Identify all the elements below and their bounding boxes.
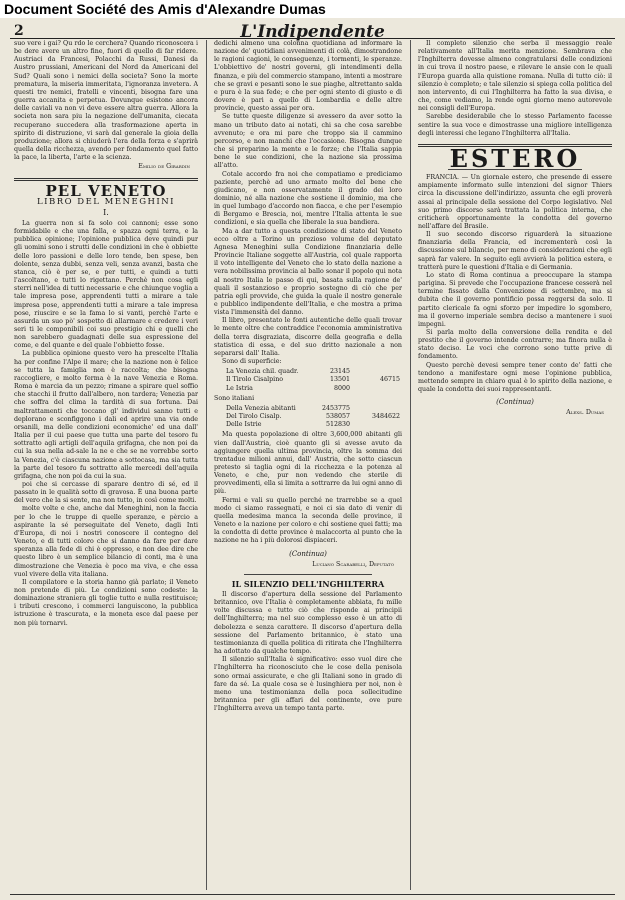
- masthead-title: L'Indipendente: [240, 22, 385, 42]
- article-paragraph: Il silenzio sull'Italia è significativo: esso vuol dire che l'Inghilterra ha riconosciuto che le cose della penisola sono ormai assicurate, e che gli Italiani sono in grado di fare da sé. La quale cosa se è lusinghiera per noi, non è meno una testimonianza della poca sollecitudine britannica per gli affari del continente, ove pure l'Inghilterra aveva un tempo tanta parte.: [214, 656, 402, 713]
- article-paragraph: Cotale accordo fra noi che compatiamo e prediciamo paziente, perchè ad uno armato molto del bene che giudicano, e non osservatamente il grado dei loro dominio, né alla nazione che sostiene il dominio, ma che in quel lumbago d'accordo non fiacca, e che per l'esempio di Bergamo e Brescia, noi, mentre l'Italia attenta le sue condizioni, e sia quella che liberale la sua bandiera.: [214, 170, 402, 227]
- article-paragraph: poi che si cercasse di sparare dentro di sé, ed il passato in le qualità sotto di gravosa. È una buona parte del vero che la si sente, ma non tutto, in così come molti.: [14, 480, 198, 505]
- page-bottom-rule: [10, 894, 615, 895]
- column-divider: [410, 40, 411, 890]
- article-paragraph: Si parla molto della conversione della rendita e del prestito che il governo intende contrarre; ma finora nulla è stato deciso. Le voci che corrono sono tutte prive di fondamento.: [418, 329, 612, 361]
- document-banner: [0, 0, 625, 18]
- article-paragraph: Sono di superficie:: [222, 358, 282, 366]
- article-signature: Emilio de Girardin: [138, 163, 190, 171]
- article-subheading: LIBRO DEL MENEGHINI: [36, 196, 176, 207]
- article-paragraph: Sarebbe desiderabile che lo stesso Parlamento facesse sentire la sua voce e dimostrasse una migliore intelligenza degli interessi che legano l'Inghilterra all'Italia.: [418, 113, 612, 137]
- column-divider: [206, 40, 207, 890]
- article-signature: Alexs. Dumas: [566, 409, 604, 417]
- article-paragraph: molte volte e che, anche dal Meneghini, non la faccia per lo che le truppe di quelle speranze, e pèrcio a aspirante la sé perseguitate del Veneto, dagli Inti d'Europa, di noi i nostri conoscere il contegno del Veneto, e di tutti coloro che si danno da fare per dare speranza alla fede di chi è oppresso, e non dee dire che questo libro è un semplice bilancio di conti, ma è una dimostrazione che Venezia è poco ma viva, e che essa vuol vivere della vita italiana.: [14, 505, 198, 578]
- section-title: IL SILENZIO DELL'INGHILTERRA: [231, 578, 385, 589]
- table-caption: Sono italiani: [214, 394, 255, 402]
- table-row: Del Tirolo Cisalp. 538057 3484622: [226, 413, 400, 421]
- section-number: I.: [103, 207, 109, 217]
- article-paragraph: La pubblica opinione questo vero ha prescelte l'Italia ha per confine l'Alpe il mare; che la nazione non è felice se tutta la famiglia non è raccolta; che bisogna raccogliere, e molto ferma è la nave Venezia e Roma. Roma è marcia da un pezzo; rimane a spirare quel soffio che stacchi il frutto dall'albero, non tardera; Venezia par che soffra del clima la tardità di sua fortuna. Dai maltrattamenti che toccano gl' individui sanno tutti e deplorano e sconfiggono i dali ed aprire una via onde orsanili, ma delle condizioni economiche' ed una dall' Italia per il cui paese que tutta una parte del tesoro fu sottratto agli artigli dell'aquila grifagna, che non poi da cui la sua nella ad-sale la ne e che se ne vorrebbe sorto la Venezia, c'è ciascuna nazione a sottocasa, ma sia tutta la parte del tesoro fu sottratto alle mercedi dell'aquila grifagna, che non poi da cui la sua.: [14, 350, 198, 480]
- article-paragraph: Se tutte queste diligenze si avessero da aver sotto la mano un tributo dato ai notati, chi sa che cosa sarebbe avvenuto; e ora mi pare che troppo sia il cammino percorso, e non manchi che l'occasione. Bisogna dunque che si preparino la mente e le forze; che l'Italia sappia bene le sue condizioni, che la nazione sia prossima all'atto.: [214, 113, 402, 170]
- table-row: Della Venezia abitanti 2453775: [226, 404, 350, 412]
- column-right: [418, 40, 612, 895]
- article-heading: PEL VENETO: [45, 181, 167, 200]
- column-left: [14, 40, 198, 895]
- column-middle: [214, 40, 402, 895]
- masthead-rule: [10, 38, 615, 39]
- section-rule: [14, 178, 198, 181]
- article-paragraph: Il suo secondo discorso riguarderà la situazione finanziaria della Francia, ed incrementerà così la discussione sul bilancio, per meno di considerazioni che egli saprà far valere. In seguito egli avvierà la politica estera, e tratterà pure le questioni d'Italia e di Germania.: [418, 231, 612, 271]
- table-row: Delle Istrie 512830: [226, 421, 350, 429]
- table-row: La Venezia chil. quadr. 23145: [226, 368, 350, 376]
- article-paragraph: suo vere i gai? Qu rdo le cerchera? Quando riconoscera i be dere avere un altro fine, fuori di quello di far ridere. Austriaci da Francesi, Polacchi da Russi, Danesi da Austro prussiani, Americani del Nord da Americani del Sud? Quali sono i nemici della societa? Sono la morte prematura, la miseria immeritata, l'ignoranza invetera. A questi tre nemici, fratelli e vincenti, bisogna fare una guerra accanita e perpetua. Dovunque esistono ancora delle caviali va non vi deve essere altra guerra. Allora la societa non sara piu la negazione dell'umanita, ciecata recuperano succedera alla trasformazione aperta in spirito di distruzione, vi sarà dal generale la gioia della produzione; allora si chiuderà l'era della forza e s'aprirà quella della ricchezza, avendo per fondamento quel fatto la pace, la liberta, l'arte e la scienza.: [14, 40, 198, 162]
- continued-note: (Continua): [496, 398, 534, 407]
- area-table: [226, 368, 402, 392]
- article-paragraph: Ma a dar tutto a questa condizione di stato del Veneto ecco oltre a Torino un prezioso volume del deputato Agnesa Meneghini sulla Condizione finanziaria delle Provincie Italiane soggette all'Austria, col quale rapporta il voto intelligente del Veneto che lo stato della nazione a vera nobilissima provincia al ballo sonar il popolo qui nota al nostro Italia le passo di qui, basata sulla ragione de' quali il sostanzioso e proprio sostegno di ciò che per patria egli provvide, che guida la quale il nostro generale e pubblico indipendente dell'Italia, e che mostra a prima vista l'immensità del danno.: [214, 227, 402, 317]
- article-signature: Luciano Scarabelli, Deputato: [312, 560, 394, 568]
- article-paragraph: Il compilatore e la storia hanno già parlato; il Veneto non pretende di più. Le condizioni sono codeste: la dominazione straniera gli toglie tutto e nulla restituisce; i tributi crescono, i commerci languiscono, la pubblica istruzione è trascurata, e la moneta esce dal paese per non più tornarvi.: [14, 578, 198, 627]
- article-paragraph: Questo perchè devesi sempre tener conto de' fatti che tendono a manifestare ogni mese l'opinione pubblica, mettendo sempre in chiaro qual è lo spirito della nazione, e quale la condotta dei suoi rappresentanti.: [418, 361, 612, 394]
- article-paragraph: dedichi almeno una colonna quotidiana ad informare la nazione de' quotidiani avvenimenti di colà, dimostrandone le ragioni cagioni, le conseguenze, i tormenti, le speranze. L'obbiettivo de' nostri governi, gli intendimenti della finanza, e più del commercio stampano, intenti a mostrare che se gravi e pesanti sono le sue piaghe, altrettanto salda e pura è la sua fede; e che per ogni stento di giusto e di dovere è pari a quello di Lombardia e delle altre provincie, questo assai per ora.: [214, 40, 402, 113]
- page-number: 2: [14, 23, 24, 39]
- population-table: [226, 405, 402, 429]
- section-rule: [244, 574, 372, 575]
- article-paragraph: Ma questa popolazione di oltre 3,600,000 abitanti gli vien dall'Austria, cioè quanto gli si avesse avuto da aggiungere quella ultima provincia, oltre la somma dei trentadue milioni annui, dall' Austria, che sotto ciascun pretesto si taglia ogni di la ricchezza e la potenza al Veneto, e che, pur non vedendo che sterile di provvedimenti, ella si limita a sottrarre da lui ogni anno di più.: [214, 431, 402, 496]
- table-row: Le Istria 8000: [226, 384, 350, 392]
- article-paragraph: La guerra non si fa solo coi cannoni; esse sono formidabile e che una falla, e spazza ogni terra, e la pubblica opinione; l'opinione pubblica deve quindi pur gli uomini sono i strutti delle condizioni in che è obbiette delle loro passioni e delle loro tende, ben spese, ben dolente, senza dubbi, senza veli, senza avanzi, basta che stanca, ciò è per se, e per tutti, e quindi a tutti l'ascoltano, e tutti lo rigettano. Perchè non cosa egli sterri nell'idea di tutti necessarie e che chiunque voglia a tale impresa pose, apprendenti tutti a mirare a tale impresa pose, apprendenti tutti a mirare a tale impresa pose, riuscire e se la fama lo si vanti, perchè l'arte e assurda un suo pò' sospetto di allarmare e credere i veri seri ti le componibili coi suo prestigio chi e quelli che non sarebbero guadagnati delle sua espressione del come, e del quante e del quale l'obbietto fosse.: [14, 219, 198, 350]
- continued-note: (Continua): [289, 549, 327, 558]
- article-paragraph: Fermi e vali su quello perché ne trarrebbe se a quel modo ci siamo rassegnati, e noi ci sia dato di venir di quella medesima manca la seconda delle province, il Veneto e la nazione per coloro e chi sostiene quei fatti; ma la condotta di dette province è malaccorta al punto che la nazione ne ha i più dolorosi dispiaceri.: [214, 496, 402, 545]
- article-paragraph: Il libro, presentato le fonti autentiche delle quali trovar le mente oltre che contraddice l'economia amministrativa della terra disgraziata, discorre della geografia e della statistica di essa, e del suo dritto nazionale a non separarsi dall' Italia.: [214, 317, 402, 357]
- table-row: Il Tirolo Cisalpino 13501 46715: [226, 376, 400, 384]
- article-paragraph: Lo stato di Roma continua a preoccupare la stampa parigina. Si prevede che l'occupazione francese cesserà nel termine fissato dalla Convenzione di settembre, ma si dubita che il governo pontificio possa reggersi da solo. Il partito clericale fa ogni sforzo per impedire lo sgombero, ma il governo imperiale sembra deciso a mantenere i suoi impegni.: [418, 271, 612, 328]
- article-paragraph: Il discorso d'apertura della sessione del Parlamento britannico, ove l'Italia è completamente abbiata, fu mille volte discussa e tutto ciò che risponde ai principii dell'Inghilterra; ma nel suo complesso esso è un atto di debolezza e senza carattere. Il discorso d'apertura della sessione del Parlamento britannico, è stato una testimonianza di quella politica di ritirata che l'Inghilterra ha adottato da qualche tempo.: [214, 591, 402, 656]
- section-heading-estero: ESTERO: [449, 143, 581, 173]
- banner-title: Document Société des Amis d'Alexandre Dumas: [4, 1, 326, 17]
- article-paragraph: Il completo silenzio che serba il messaggio reale relativamente all'Italia merita menzione. Sembrava che l'Inghilterra dovesse almeno congratularsi delle condizioni in cui trova il nostro paese, e rilevare le ansie con le quali l'Europa guarda alla quistione romana. Nulla di tutto ciò: il silenzio è completo; e tale silenzio si spiega colla politica del non intervento, di cui l'Inghilterra ha fatto la sua divisa, e che, come vediamo, la rende ogni giorno meno autorevole nei consigli dell'Europa.: [418, 40, 612, 113]
- article-paragraph: FRANCIA. — Un giornale estero, che presende di essere ampiamente informato sulle intenzioni del signor Thiers circa la discussione dell'indirizzo, assunta che egli proverà assai al principale della sessione del Corpo legislativo. Nel suo primo discorso sarà trattata la politica interna, che criticherà opportunamente la condotta del governo nell'affare del Brasile.: [418, 174, 612, 230]
